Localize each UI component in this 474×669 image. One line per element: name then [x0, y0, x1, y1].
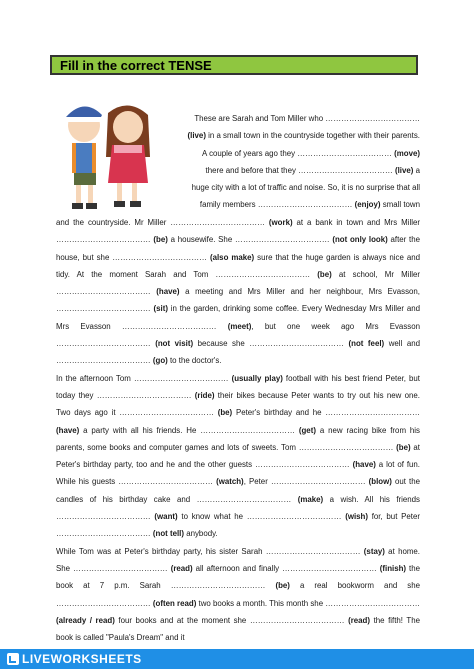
worksheet-body: [56, 214, 420, 646]
intro-line: These are Sarah and Tom Miller who ………………………………: [194, 114, 420, 123]
paragraph-1: and the countryside. Mr Miller ……………………………… (work) at a bank in town and Mrs Miller ……………………………… (be) a housewife. She ……………………………… (not only look) after the house, but she ……………………………… (also make) sure that the huge garden is always nice and tidy. At the moment Sarah and Tom ……………………………… (be) at school, Mr Miller ……………………………… (have) a meeting and Mrs Miller and her neighbour, Mrs Evasson, ……………………………… (sit) in the garden, drinking some coffee. Every Wednesday Mrs Miller and Mrs Evasson ……………………………… (meet), but one week ago Mrs Evasson ……………………………… (not visit) because she ……………………………… (not feel) well and ……………………………… (go) to the doctor's.: [56, 218, 421, 366]
liveworksheets-logo-icon: [6, 652, 20, 666]
worksheet-title: Fill in the correct TENSE: [60, 58, 212, 73]
intro-line: A couple of years ago they ……………………………… (move): [202, 148, 420, 158]
cartoon-children-illustration: [52, 95, 158, 215]
intro-line: there and before that they ……………………………… (live) a: [205, 165, 420, 175]
footer-brand: LIVEWORKSHEETS: [22, 652, 142, 666]
intro-line: huge city with a lot of traffic and noise. So, it is no surprise that all: [191, 183, 420, 193]
paragraph-3: While Tom was at Peter's birthday party, his sister Sarah ……………………………… (stay) at home. She ……………………………… (read) all afternoon and finally ……………………………… (finish) the book at 7 p.m. Sarah ……………………………… (be) a real bookworm and she ……………………………… (often read) two books a month. This month she ……………………………… (already / read) four books and at the moment she ……………………………… (read) the fifth! The book is called "Paula's Dream" and it: [56, 546, 421, 643]
footer-bar: [0, 649, 474, 669]
intro-line: family members ……………………………… (enjoy) small town: [199, 200, 420, 210]
intro-lines: [158, 110, 420, 214]
paragraph-2: In the afternoon Tom ……………………………… (usually play) football with his best friend Peter, but today they ……………………………… (ride) their bikes because Peter wants to try out his new one. Two days ago it ……………………………… (be) Peter's birthday and he ……………………………… (have) a party with all his friends. He ……………………………… (get) a new racing bike from his parents, some books and computer games and lots of sweets. Tom ……………………………… (be) at Peter's birthday party, too and he and the other guests ……………………………… (have) a lot of fun. While his guests ……………………………… (watch), Peter ……………………………… (blow) out the candles of his birthday cake and ……………………………… (make) a wish. All his friends ……………………………… (want) to know what he ……………………………… (wish) for, but Peter ……………………………… (not tell) anybody.: [56, 373, 420, 539]
title-bar: [50, 55, 418, 75]
intro-line: (live) in a small town in the countryside together with their parents.: [187, 131, 420, 141]
